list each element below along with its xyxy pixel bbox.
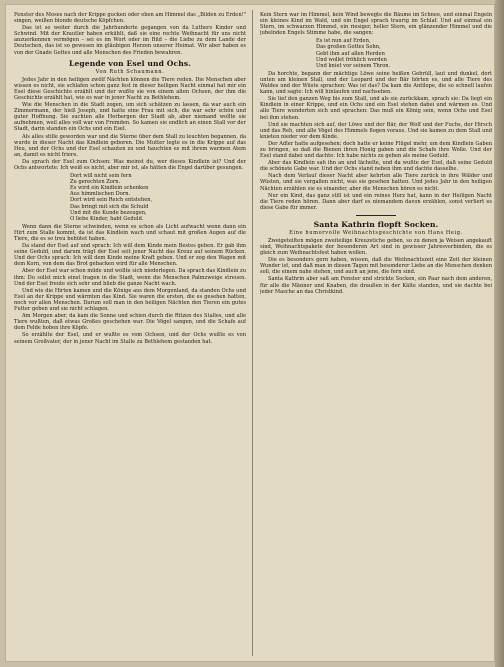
- story-title: Legende von Esel und Ochs.: [69, 58, 191, 68]
- article-title: Santa Kathrin flopft Socken.: [313, 219, 439, 229]
- story-paragraph: Wie die Menschen in die Stadt zogen, um sich schätzen zu lassen, da war auch ein Zimmermann, der hieß Joseph, und hatte eine Frau mit sich, die war sehr schön und guter Hoffnung. Sie suchten alle Herbergen der Stadt ab, aber niemand wollte sie aufnehmen, weil alles voll war von Fremden. So kamen sie endlich an einen Stall vor der Stadt, darin standen ein Ochs und ein Esel.: [14, 102, 246, 133]
- article-paragraph: Santa Kathrin aber saß am Fenster und strickte Socken, ein Paar nach dem anderen, für alle die Männer und Knaben, die draußen in der Kälte standen, und sie dachte bei jeder Masche an das Christkind.: [260, 276, 492, 295]
- story-paragraph: Und sie machten sich auf, der Löwe und der Bär, der Wolf und der Fuchs, der Hirsch und das Reh, und alle Vögel des Himmels flogen voraus. Und sie kamen zu dem Stall und knieten nieder vor dem Kinde.: [260, 121, 492, 140]
- story-paragraph: Nach dem Verlauf dieser Nacht aber kehrten alle Tiere zurück in ihre Wälder und Wüsten, und sie vergaßen nicht, was sie gesehen hatten. Und jedes Jahr in den heiligen Nächten erzählen sie es einander, aber die Menschen hören es nicht.: [260, 173, 492, 192]
- verse-line: Dort will nicht sein fern: [70, 173, 132, 180]
- story-paragraph: Als alles stille geworden war und die Sterne über dem Stall zu leuchten begannen, da wurde in dieser Nacht das Kindlein geboren. Die Mutter legte es in die Krippe auf das Heu, und der Ochs und der Esel schauten zu und hauchten es mit ihrem warmen Atem an, damit es nicht friere.: [14, 133, 246, 158]
- verse-line: Und wollet fröhlich werden: [316, 56, 387, 63]
- section-rule: [356, 215, 396, 216]
- story-paragraph: Am Morgen aber, da kam die Sonne und schien durch die Ritzen des Stalles, und alle Tiere wußten, daß etwas Großes geschehen war. Die Vögel sangen, und die Schafe auf dem Felde hoben ihre Köpfe.: [14, 313, 246, 332]
- article-paragraph: Zweigeteilten mögen zweiteilige Kreuzstiche geben, so zu denen ja Weisen angekauft sind, Weihnachtspakete der besonderen Art sind in gewisser Jahresverbinden, die es gleich zum Weihnachtsfest haben wollen.: [260, 237, 492, 257]
- story-paragraph: Da sprach der Esel zum Ochsen: Was meinst du, wer dieses Kindlein ist? Und der Ochs antwortete: Ich weiß es nicht, aber mir ist, als hätten die Engel darüber gesungen.: [14, 158, 246, 171]
- right-column: [260, 12, 492, 654]
- verse-line: Das großen Gottes Sohn,: [316, 44, 381, 51]
- verse-line: Das bringt mit sich die Schuld: [70, 203, 149, 210]
- story-byline: Von Ruth Schaumann.: [95, 68, 165, 75]
- page-edge: [495, 0, 504, 667]
- verse-line: Es ist nun auf Erden,: [316, 38, 371, 45]
- verse-line: Aus himmlischen Dorn.: [70, 191, 131, 198]
- story-paragraph: Der Adler hatte aufgesehen; doch hatte er keine Flügel mehr, um dem Kindlein Gaben zu bringen, so daß die Bienen ihren Honig gaben und die Schafe ihre Wolle. Und der Esel stand dabei und dachte: Ich habe nichts zu geben als meine Geduld.: [260, 140, 492, 160]
- intro-paragraph: Das ist so weiter durch die Jahrhunderte gegangen von da Luthers Kinder und Schwind. Mit der Krautler haben erkühlt, daß sie eine rechte Weihnacht für uns nicht anzuerkennen vermögen – sei es im Wort oder im Bild – die Liebe zu dem Lande der Deutschen, das ist so gewesen im gläubigen Herzen unserer Heimat. Wir aber haben es von der Gnade Gottes und alle Menschen des Frieden bewahren.: [14, 25, 246, 56]
- story-paragraph: Aber der Esel war schon müde und wollte sich niederlegen. Da sprach das Kindlein zu ihm: Du sollst mich einst tragen in die Stadt, wenn die Menschen Palmzweige streuen. Und der Esel freute sich sehr und blieb die ganze Nacht wach.: [14, 268, 246, 287]
- story-paragraph: Nur ein Kind, das ganz still ist und ein reines Herz hat, kann in der Heiligen Nacht die Tiere reden hören. Dann aber darf es niemandem davon erzählen, sonst verliert es diese Gabe für immer.: [260, 192, 492, 211]
- story-paragraph: So erzählte der Esel, und er wußte es vom Ochsen, und der Ochs wußte es von seinem Großvater, der in jener Nacht im Stalle zu Bethlehem gestanden hat.: [14, 332, 246, 345]
- story-paragraph: Jedes Jahr in den heiligen zwölf Nächten können die Tiere reden. Die Menschen aber wissen es nicht, sie schlafen schon ganz fest in dieser heiligen Nacht einmal hat mir ein Esel diese Geschichte erzählt und der wußte sie von einem alten Ochsen, der ihm die Geschichte erzählt hat, wie es war in jener Nacht zu Bethlehem.: [14, 76, 246, 101]
- article-byline: Eine humorvolle Weihnachtsgeschichte von Hans Heig.: [289, 229, 463, 236]
- verse-line: Dort wird sein Reich entstehen,: [70, 197, 153, 204]
- verse-line: Und mit die Kunde bezeugen,: [70, 209, 147, 216]
- story-paragraph: Sie lief den ganzen Weg bis zum Stall, und als sie zurückkam, sprach sie: Da liegt ein Kindlein in einer Krippe, und ein Ochs und ein Esel stehen dabei und wärmen es. Und alle Tiere wunderten sich und sprachen: Das muß ein König sein, wenn Ochs und Esel bei ihm stehen.: [260, 96, 492, 121]
- story-verse: [70, 173, 246, 222]
- verse-line: Es wird ein Kindlein schenken: [70, 185, 149, 192]
- column-divider: [252, 10, 253, 656]
- article-paragraph: Die es besonders gern haben, wissen, daß die Weihnachtszeit eine Zeit der kleinen Wunder ist, und daß man in diesen Tagen mit besonderer Liebe an die Menschen denken soll, die einem nahe stehen, und auch an jene, die fern sind.: [260, 257, 492, 276]
- hymn-verse: [316, 38, 492, 68]
- verse-line: Zu gerechten Zorn.: [70, 179, 121, 186]
- story-paragraph: Da stand der Esel auf und sprach: Ich will dem Kinde mein Bestes geben. Er gab ihm seine Geduld, und darum trägt der Esel seit jener Nacht das Kreuz auf seinem Rücken. Und der Ochs sprach: Ich will dem Kinde meine Kraft geben. Und er zog den Wagen mit dem Korn, von dem das Brot gebacken wird für alle Menschen.: [14, 243, 246, 268]
- story-paragraph: Aber das Kindlein sah ihn an und lächelte, und da wußte der Esel, daß seine Geduld die schönste Gabe war. Und der Ochs stand neben ihm und dachte dasselbe.: [260, 160, 492, 173]
- verse-line: Und kniet vor seinem Thron.: [316, 62, 391, 69]
- left-column: [14, 12, 246, 654]
- verse-line: O liebe Kinder, habt Geduld.: [70, 215, 144, 222]
- story-paragraph: Da horchte, begann der mächtige Löwe seine heißen Gebrüll, laut und dunkel, dort unten am kleinen Stall, und der Leopard und der Bär hörten es, und alle Tiere des Waldes und der Wüste sprachen: Was ist das? Da kam die Antilope, die so schnell laufen kann, und sagte: Ich will hinlaufen und nachsehen.: [260, 70, 492, 96]
- story-paragraph: Kein Stern war im Himmel, kein Wind bewegte die Bäume im Schnee, und einmal Engeln ein kleines Kind im Wald, und ein Engel sprach traurig im Schlaf. Und auf einmal ein Stern, im schwarzen Himmel, ein riesiger, heller Stern, ein glänzender Himmel und die jubelnden Engels Stimme habe, die sangen:: [260, 12, 492, 37]
- intro-paragraph: Fenster des Moses nach der Krippe gucken oder eben am Himmel das „Bilden zu Erden!" singen, weißen blonde deutsche Köpfchen.: [14, 12, 246, 25]
- verse-line: Gebt ihm auf allen Herden: [316, 50, 385, 57]
- story-paragraph: Und wie die Hirten kamen und die Könige aus dem Morgenland, da standen Ochs und Esel an der Krippe und wärmten das Kind. Sie waren die ersten, die es gesehen hatten, noch vor allen Menschen. Darum soll man in den heiligen Nächten den Tieren ein gutes Futter geben und sie nicht schlagen.: [14, 287, 246, 313]
- newspaper-page: [5, 4, 495, 662]
- story-paragraph: Wenn dann die Sterne schwinden, wenn es schon als Licht aufwacht wenn dann ein Hirt zum Stalle kommt, da ist das Kindlein wach und schaut mit großen Augen auf die Tiere, die es so treu behütet haben.: [14, 223, 246, 242]
